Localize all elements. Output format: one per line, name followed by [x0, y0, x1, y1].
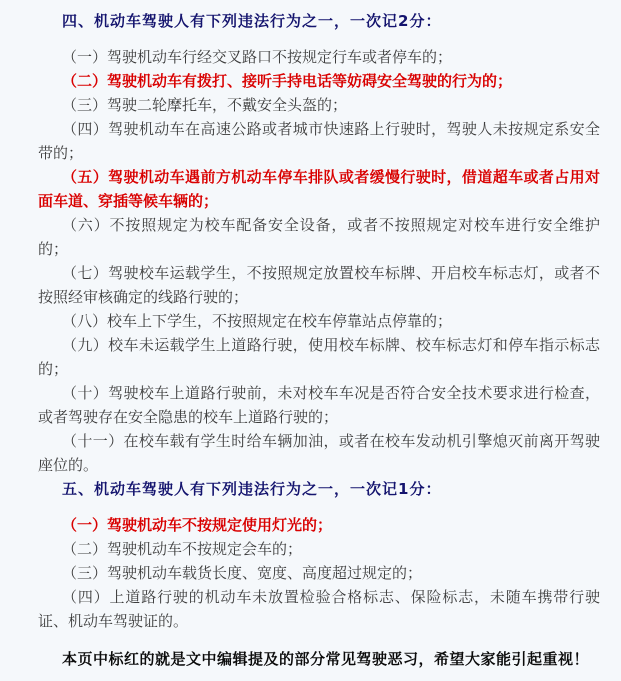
violation-item: （九）校车未运载学生上道路行驶，使用校车标牌、校车标志灯和停车指示标志的；: [38, 336, 600, 378]
violation-item: （十）驾驶校车上道路行驶前，未对校车车况是否符合安全技术要求进行检查，或者驾驶存在安全隐患的校车上道路行驶的；: [38, 384, 600, 426]
violation-rules-document: [38, 9, 600, 671]
section-heading: 五、机动车驾驶人有下列违法行为之一，一次记1分：: [62, 480, 442, 498]
violation-item: （三）驾驶机动车载货长度、宽度、高度超过规定的；: [62, 564, 423, 582]
section-heading: 四、机动车驾驶人有下列违法行为之一，一次记2分：: [62, 12, 442, 30]
violation-item: （四）上道路行驶的机动车未放置检验合格标志、保险标志，未随车携带行驶证、机动车驾驶证的。: [38, 588, 600, 630]
violation-item: （六）不按照规定为校车配备安全设备，或者不按照规定对校车进行安全维护的；: [38, 216, 600, 258]
violation-item-highlighted: （五）驾驶机动车遇前方机动车停车排队或者缓慢行驶时，借道超车或者占用对面车道、穿插等候车辆的；: [38, 168, 600, 210]
violation-item: （十一）在校车载有学生时给车辆加油，或者在校车发动机引擎熄灭前离开驾驶座位的。: [38, 432, 600, 474]
violation-item: （七）驾驶校车运载学生，不按照规定放置校车标牌、开启校车标志灯，或者不按照经审核确定的线路行驶的；: [38, 264, 600, 306]
violation-item: （二）驾驶机动车不按规定会车的；: [62, 540, 303, 558]
violation-item: （八）校车上下学生，不按照规定在校车停靠站点停靠的；: [62, 312, 453, 330]
violation-item: （一）驾驶机动车行经交叉路口不按规定行车或者停车的；: [62, 48, 453, 66]
violation-item-highlighted: （一）驾驶机动车不按规定使用灯光的；: [62, 516, 333, 534]
violation-item-highlighted: （二）驾驶机动车有拨打、接听手持电话等妨碍安全驾驶的行为的；: [62, 72, 513, 90]
violation-item: （三）驾驶二轮摩托车，不戴安全头盔的；: [62, 96, 348, 114]
violation-item: （四）驾驶机动车在高速公路或者城市快速路上行驶时，驾驶人未按规定系安全带的；: [38, 120, 600, 162]
footer-note: 本页中标红的就是文中编辑提及的部分常见驾驶恶习，希望大家能引起重视！: [62, 650, 590, 668]
